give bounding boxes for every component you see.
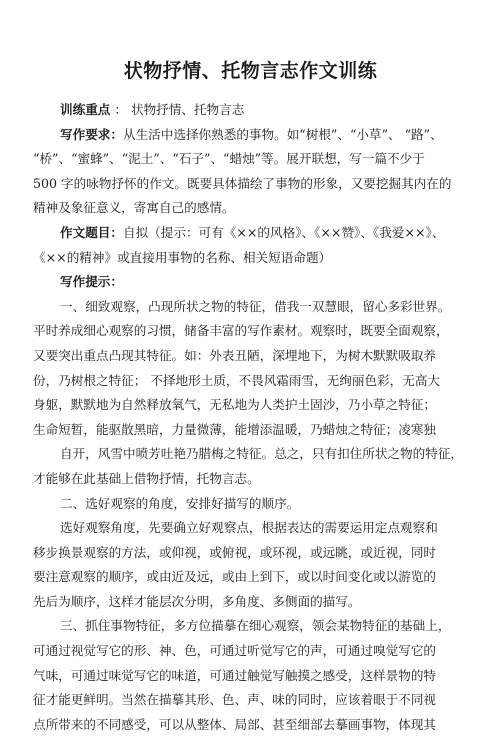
hint-paragraph-line: 又要突出重点凸现其特征。如：外表丑陋，深埋地下，为树木默默吸取养 <box>33 347 436 363</box>
topic-label: 作文题目： <box>60 224 123 240</box>
hint-paragraph-line: 点所带来的不同感受，可以从整体、局部、甚至细部去摹画事物，体现其 <box>33 716 436 732</box>
document-title: 状物抒情、托物言志作文训练 <box>123 60 378 82</box>
requirement-line: “桥”、“蜜蜂”、“泥土”、“石子”、“蜡烛”等。展开联想，写一篇不少于 <box>33 151 425 167</box>
topic-line: 《××的精神》或直接用事物的名称、相关短语命题） <box>33 249 332 265</box>
hint-paragraph-line: 身躯，默默地为自然释放氧气，无私地为人类护土固沙，乃小草之特征； <box>33 397 436 413</box>
requirement-line: 500 字的咏物抒怀的作文。既要具体描绘了事物的形象，又要挖掘其内在的 <box>33 175 452 191</box>
hint-paragraph-line: 才能够在此基础上借物抒情，托物言志。 <box>33 470 260 486</box>
training-focus-text: ： 状物抒情、托物言志 <box>110 102 245 117</box>
training-focus-line <box>33 98 468 123</box>
hints-label: 写作提示： <box>60 274 123 290</box>
topic-text: 自拟（提示：可有《××的风格》、《××赞》、《我爱××》、 <box>122 224 445 240</box>
hint-paragraph-line: 平时养成细心观察的习惯，储备丰富的写作素材。观察时，既要全面观察， <box>33 323 449 339</box>
hint-paragraph-line: 移步换景观察的方法，或仰视，或俯视，或环视，或远眺，或近视，同时 <box>33 544 436 560</box>
hint-paragraph-line: 二、选好观察的角度，安排好描写的顺序。 <box>60 495 300 511</box>
hint-paragraph-line: 自开，风雪中喷芳吐艳乃腊梅之特征。总之，只有扣住所状之物的特征， <box>60 446 463 462</box>
hint-paragraph-line: 一、细致观察，凸现所状之物的特征，借我一双慧眼，留心多彩世界。 <box>60 298 451 314</box>
hint-paragraph-line: 可通过视觉写它的形、神、色，可通过听觉写它的声，可通过嗅觉写它的 <box>33 643 436 659</box>
requirement-label: 写作要求： <box>60 126 123 142</box>
requirement-text: 从生活中选择你熟悉的事物。如“树根”、“小草”、 “路”、 <box>122 126 443 142</box>
hint-paragraph-line: 先后为顺序，这样才能层次分明，多角度、多侧面的描写。 <box>33 593 361 609</box>
hint-paragraph-line: 征才能更鲜明。当然在描摹其形、色、声、味的同时，应该着眼于不同视 <box>33 692 436 708</box>
training-focus-label: 训练重点 <box>60 102 111 117</box>
requirement-line: 精神及象征意义，寄寓自己的感情。 <box>33 200 235 216</box>
requirement-line <box>33 123 468 148</box>
hint-paragraph-line: 要注意观察的顺序，或由近及远，或由上到下，或以时间变化或以游览的 <box>33 569 436 585</box>
hint-paragraph-line: 份，乃树根之特征； 不择地形土质，不畏风霜雨雪，无绚丽色彩，无高大 <box>33 372 441 388</box>
hint-paragraph-line: 选好观察角度，先要确立好观察点，根据表达的需要运用定点观察和 <box>60 520 438 536</box>
hint-paragraph-line: 三、抓住事物特征，多方位描摹在细心观察，领会某物特征的基础上， <box>60 618 451 634</box>
topic-line <box>33 221 468 246</box>
hint-paragraph-line: 气味，可通过味觉写它的味道，可通过触觉写触摸之感受，这样景物的特 <box>33 667 436 683</box>
hint-paragraph-line: 生命短暂，能驱散黑暗，力量微薄，能增添温暖，乃蜡烛之特征；凌寒独 <box>33 421 436 437</box>
